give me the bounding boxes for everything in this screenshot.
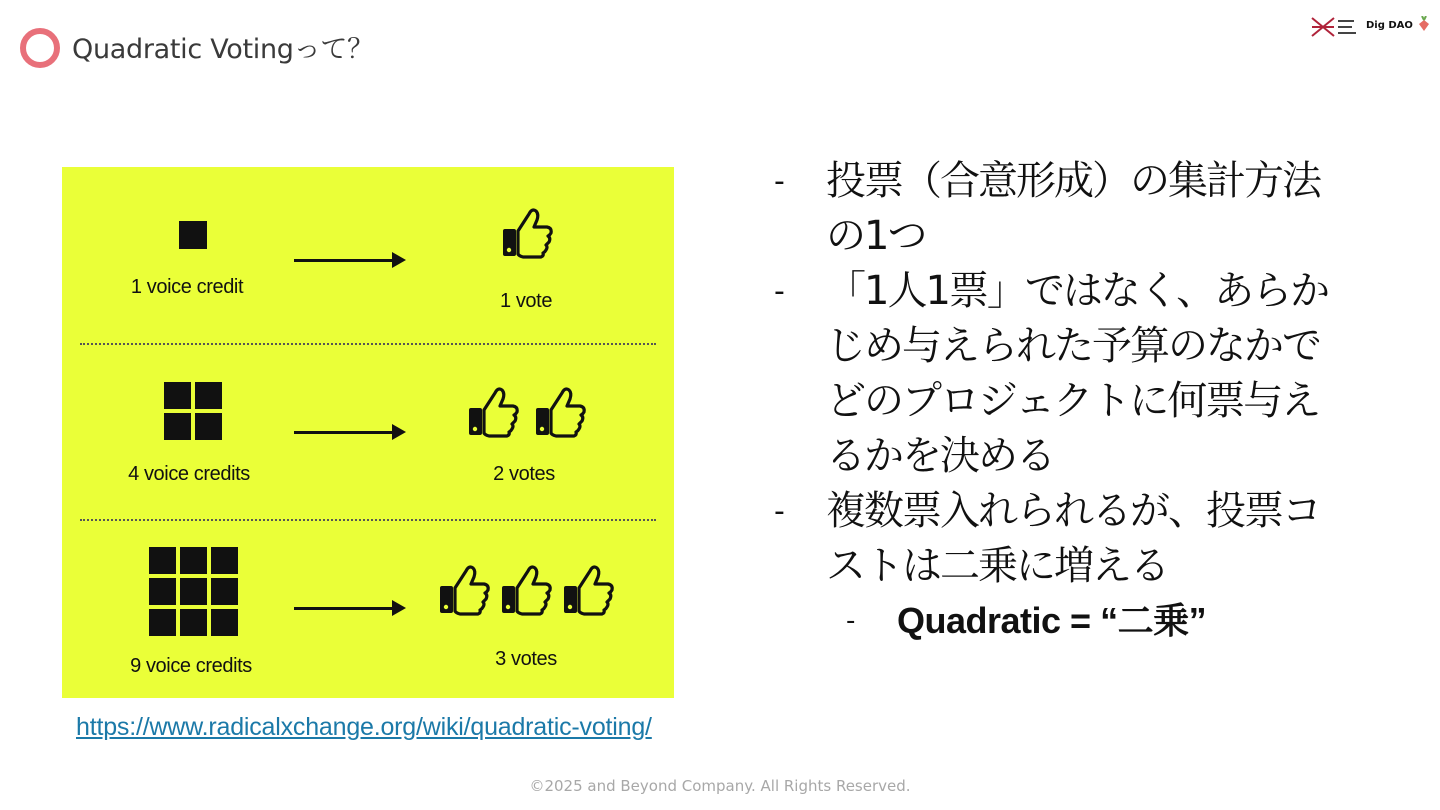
dig-dao-logo: Dig DAO: [1366, 20, 1413, 31]
credit-label: 9 voice credits: [130, 655, 252, 677]
credit-square-icon: [149, 578, 176, 605]
vote-label: 1 vote: [499, 290, 553, 312]
vote-label: 3 votes: [495, 648, 557, 670]
title-ring-icon: [20, 28, 60, 68]
source-link[interactable]: https://www.radicalxchange.org/wiki/quadratic-voting/: [76, 713, 652, 741]
bullet-item: [770, 154, 1410, 264]
bullet-item: [770, 264, 1410, 484]
sub-bullet-text: Quadratic = “二乗”: [897, 600, 1207, 641]
credit-label: 4 voice credits: [128, 463, 250, 485]
credit-square-icon: [211, 547, 238, 574]
page-title: Quadratic Votingって？: [72, 34, 374, 65]
vote-label: 2 votes: [493, 463, 555, 485]
bullet-text: 複数票入れられるが、投票コストは二乗に増える: [826, 488, 1320, 589]
credit-square-icon: [149, 547, 176, 574]
credit-square-icon: [180, 547, 207, 574]
copyright-footer: ©2025 and Beyond Company. All Rights Reserved.: [529, 777, 911, 795]
quadratic-voting-illustration: [62, 167, 674, 698]
sub-bullet-dash: -: [846, 606, 856, 636]
right-arrow-icon: [294, 607, 402, 610]
bullet-text: 投票（合意形成）の集計方法の1つ: [826, 158, 1320, 259]
bullet-list: [770, 154, 1410, 646]
bullet-dash: -: [774, 274, 785, 309]
illustration-row: [62, 167, 674, 698]
thumbs-up-icon: [560, 562, 616, 618]
bullet-item: [770, 484, 1410, 594]
carrot-icon: [1418, 16, 1430, 32]
credit-square-icon: [149, 609, 176, 636]
credit-square-icon: [211, 609, 238, 636]
sponsor-logos: [1310, 14, 1432, 40]
thumbs-up-icon: [436, 562, 492, 618]
and-beyond-logo-icon: [1310, 14, 1360, 40]
credit-square-icon: [180, 609, 207, 636]
bullet-text: 「1人1票」ではなく、あらかじめ与えられた予算のなかでどのプロジェクトに何票与えるかを決める: [826, 268, 1329, 479]
credit-square-icon: [180, 578, 207, 605]
bullet-dash: -: [774, 494, 785, 529]
sub-bullet-item: [770, 596, 1410, 646]
thumbs-up-icon: [498, 562, 554, 618]
credit-square-icon: [211, 578, 238, 605]
credit-label: 1 voice credit: [130, 276, 244, 298]
bullet-dash: -: [774, 164, 785, 199]
